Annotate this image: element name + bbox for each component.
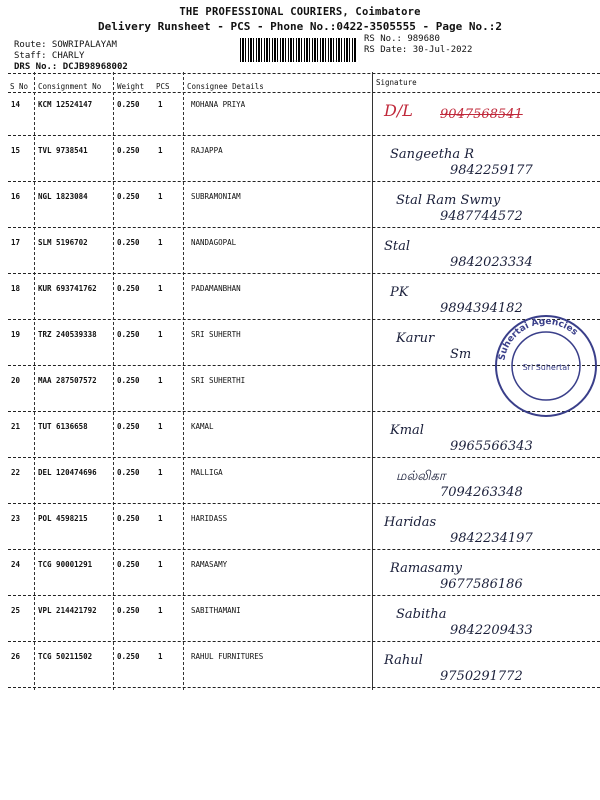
route-label: Route: SOWRIPALAYAM [14,40,117,50]
col-divider [113,72,114,690]
row-weight: 0.250 [117,192,140,201]
row-pcs: 1 [158,514,163,523]
row-signature-name: Stal [384,239,411,254]
row-pcs: 1 [158,146,163,155]
col-header-consignee: Consignee Details [187,82,264,91]
row-consignment-no: TCG 50211502 [38,652,93,661]
row-pcs: 1 [158,100,163,109]
row-consignee: SUBRAMONIAM [191,192,241,201]
row-pcs: 1 [158,652,163,661]
row-signature-name: Kmal [390,423,424,438]
stamp-center-text: Sri Suhertai [522,363,570,372]
row-weight: 0.250 [117,468,140,477]
row-consignee: SABITHAMANI [191,606,241,615]
row-signature-name: Sangeetha R [390,147,475,162]
row-signature-phone: 9842234197 [450,531,533,546]
row-signature-phone: 7094263348 [440,485,523,500]
row-consignee: NANDAGOPAL [191,238,237,247]
row-sno: 26 [11,652,21,661]
table-top-rule [8,73,600,74]
table-header-rule [8,92,600,93]
row-consignee: MOHANA PRIYA [191,100,246,109]
row-weight: 0.250 [117,146,140,155]
row-sno: 24 [11,560,21,569]
row-separator [8,227,600,228]
row-consignment-no: SLM 5196702 [38,238,88,247]
row-weight: 0.250 [117,284,140,293]
row-separator [8,687,600,688]
row-signature-name: மல்லிகா [396,469,446,484]
row-consignment-no: TCG 90001291 [38,560,93,569]
col-divider [372,72,373,690]
row-consignment-no: TVL 9738541 [38,146,88,155]
rs-date: RS Date: 30-Jul-2022 [364,45,473,55]
row-consignment-no: KUR 693741762 [38,284,97,293]
row-sno: 17 [11,238,21,247]
staff-label: Staff: CHARLY [14,51,85,61]
row-consignment-no: NGL 1823084 [38,192,88,201]
row-consignment-no: KCM 12524147 [38,100,93,109]
row-signature-phone: 9047568541 [440,107,523,122]
row-consignee: MALLIGA [191,468,223,477]
row-sno: 19 [11,330,21,339]
row-weight: 0.250 [117,330,140,339]
row-signature-name: Haridas [384,515,437,530]
row-separator [8,181,600,182]
row-weight: 0.250 [117,422,140,431]
row-signature-phone: 9842259177 [450,163,533,178]
row-weight: 0.250 [117,238,140,247]
col-header-weight: Weight [117,82,145,91]
col-header-consignment: Consignment No [38,82,102,91]
row-weight: 0.250 [117,514,140,523]
row-consignee: KAMAL [191,422,214,431]
row-consignment-no: MAA 287507572 [38,376,97,385]
row-pcs: 1 [158,192,163,201]
row-signature-name: PK [390,285,409,300]
row-consignee: RAHUL FURNITURES [191,652,264,661]
row-weight: 0.250 [117,376,140,385]
row-signature-name: Stal Ram Swmy [396,193,501,208]
runsheet-subtitle: Delivery Runsheet - PCS - Phone No.:0422-3505555 - Page No.:2 [98,20,502,33]
row-separator [8,273,600,274]
row-sno: 23 [11,514,21,523]
row-consignee: PADAMANBHAN [191,284,241,293]
row-sno: 22 [11,468,21,477]
row-weight: 0.250 [117,100,140,109]
company-title: THE PROFESSIONAL COURIERS, Coimbatore [179,6,421,18]
row-consignment-no: DEL 120474696 [38,468,97,477]
row-pcs: 1 [158,606,163,615]
row-sno: 15 [11,146,21,155]
row-signature-name: Karur [396,331,435,346]
row-signature-name: Ramasamy [390,561,463,576]
row-signature-phone: 9750291772 [440,669,523,684]
row-separator [8,549,600,550]
row-signature-name: Rahul [384,653,423,668]
row-sno: 18 [11,284,21,293]
row-sno: 14 [11,100,21,109]
row-signature-name: Sabitha [396,607,447,622]
row-signature-phone: Sm [450,347,472,362]
row-pcs: 1 [158,468,163,477]
row-weight: 0.250 [117,560,140,569]
row-sno: 25 [11,606,21,615]
row-consignee: SRI SUHERTH [191,330,241,339]
barcode-image [240,38,356,62]
row-consignment-no: TRZ 240539338 [38,330,97,339]
row-pcs: 1 [158,422,163,431]
row-sno: 20 [11,376,21,385]
row-separator [8,641,600,642]
stamp-ring-text: Suhertai Agencies [497,316,580,362]
row-signature-name: D/L [384,101,413,120]
agency-stamp [492,312,600,420]
row-separator [8,135,600,136]
row-pcs: 1 [158,284,163,293]
row-pcs: 1 [158,560,163,569]
row-signature-phone: 9894394182 [440,301,523,316]
row-sno: 16 [11,192,21,201]
row-signature-phone: 9842209433 [450,623,533,638]
row-consignee: RAMASAMY [191,560,228,569]
row-consignee: RAJAPPA [191,146,223,155]
col-header-sno: S No [10,82,29,91]
row-pcs: 1 [158,238,163,247]
row-signature-phone: 9965566343 [450,439,533,454]
row-weight: 0.250 [117,652,140,661]
row-signature-phone: 9487744572 [440,209,523,224]
row-separator [8,503,600,504]
row-sno: 21 [11,422,21,431]
row-consignment-no: VPL 214421792 [38,606,97,615]
row-separator [8,457,600,458]
row-pcs: 1 [158,330,163,339]
col-divider [34,72,35,690]
row-weight: 0.250 [117,606,140,615]
col-divider [183,72,184,690]
rs-number: RS No.: 989680 [364,34,440,44]
col-header-signature: Signature [376,78,417,87]
row-consignee: SRI SUHERTHI [191,376,246,385]
row-signature-phone: 9677586186 [440,577,523,592]
row-signature-phone: 9842023334 [450,255,533,270]
drs-number: DRS No.: DCJB98968002 [14,62,128,72]
row-separator [8,595,600,596]
col-header-pcs: PCS [156,82,170,91]
row-consignment-no: POL 4598215 [38,514,88,523]
row-consignment-no: TUT 6136658 [38,422,88,431]
row-pcs: 1 [158,376,163,385]
row-consignee: HARIDASS [191,514,228,523]
